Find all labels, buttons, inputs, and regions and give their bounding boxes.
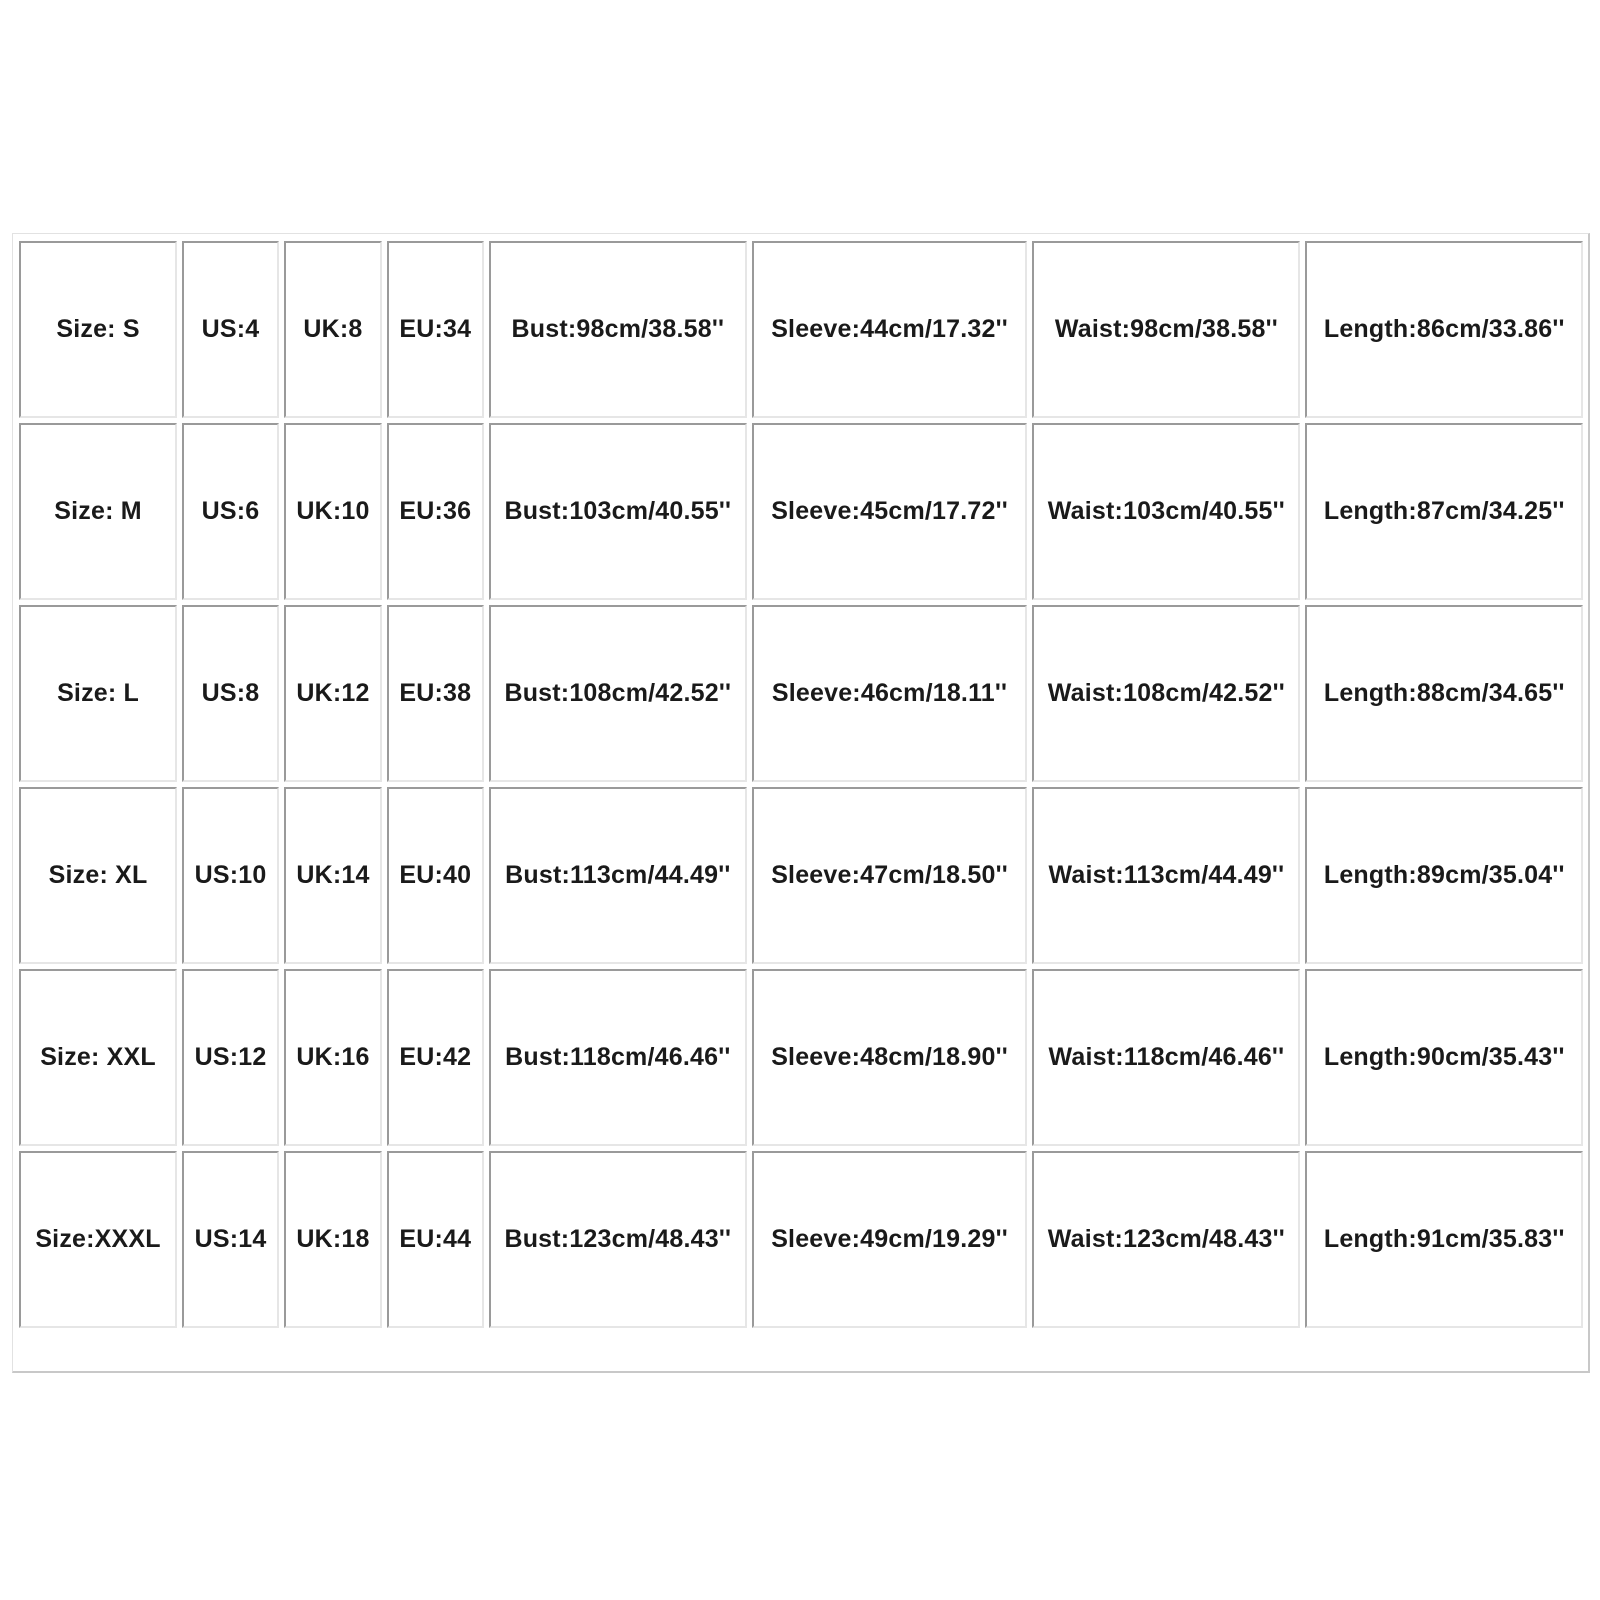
bust-cell: Bust:108cm/42.52''	[489, 605, 747, 782]
eu-size-cell: EU:44	[387, 1151, 484, 1328]
bust-cell: Bust:123cm/48.43''	[489, 1151, 747, 1328]
waist-cell: Waist:108cm/42.52''	[1032, 605, 1300, 782]
us-size-cell: US:12	[182, 969, 279, 1146]
uk-size-cell: UK:8	[284, 241, 382, 418]
eu-size-cell: EU:40	[387, 787, 484, 964]
eu-size-cell: EU:38	[387, 605, 484, 782]
sleeve-cell: Sleeve:45cm/17.72''	[752, 423, 1027, 600]
us-size-cell: US:4	[182, 241, 279, 418]
size-row-xl	[19, 787, 1583, 964]
waist-cell: Waist:113cm/44.49''	[1032, 787, 1300, 964]
size-row-xxl	[19, 969, 1583, 1146]
waist-cell: Waist:98cm/38.58''	[1032, 241, 1300, 418]
sleeve-cell: Sleeve:48cm/18.90''	[752, 969, 1027, 1146]
size-cell: Size:XXXL	[19, 1151, 177, 1328]
size-cell: Size: XXL	[19, 969, 177, 1146]
sleeve-cell: Sleeve:44cm/17.32''	[752, 241, 1027, 418]
size-cell: Size: S	[19, 241, 177, 418]
sleeve-cell: Sleeve:47cm/18.50''	[752, 787, 1027, 964]
length-cell: Length:87cm/34.25''	[1305, 423, 1583, 600]
size-row-m	[19, 423, 1583, 600]
size-cell: Size: M	[19, 423, 177, 600]
eu-size-cell: EU:42	[387, 969, 484, 1146]
size-cell: Size: XL	[19, 787, 177, 964]
bust-cell: Bust:118cm/46.46''	[489, 969, 747, 1146]
us-size-cell: US:8	[182, 605, 279, 782]
waist-cell: Waist:118cm/46.46''	[1032, 969, 1300, 1146]
waist-cell: Waist:103cm/40.55''	[1032, 423, 1300, 600]
bust-cell: Bust:103cm/40.55''	[489, 423, 747, 600]
length-cell: Length:91cm/35.83''	[1305, 1151, 1583, 1328]
us-size-cell: US:10	[182, 787, 279, 964]
uk-size-cell: UK:10	[284, 423, 382, 600]
eu-size-cell: EU:34	[387, 241, 484, 418]
waist-cell: Waist:123cm/48.43''	[1032, 1151, 1300, 1328]
uk-size-cell: UK:16	[284, 969, 382, 1146]
size-cell: Size: L	[19, 605, 177, 782]
length-cell: Length:89cm/35.04''	[1305, 787, 1583, 964]
eu-size-cell: EU:36	[387, 423, 484, 600]
size-row-l	[19, 605, 1583, 782]
uk-size-cell: UK:12	[284, 605, 382, 782]
sleeve-cell: Sleeve:46cm/18.11''	[752, 605, 1027, 782]
sleeve-cell: Sleeve:49cm/19.29''	[752, 1151, 1027, 1328]
uk-size-cell: UK:14	[284, 787, 382, 964]
us-size-cell: US:6	[182, 423, 279, 600]
length-cell: Length:86cm/33.86''	[1305, 241, 1583, 418]
uk-size-cell: UK:18	[284, 1151, 382, 1328]
bust-cell: Bust:113cm/44.49''	[489, 787, 747, 964]
bust-cell: Bust:98cm/38.58''	[489, 241, 747, 418]
size-chart-table	[14, 236, 1588, 1333]
length-cell: Length:88cm/34.65''	[1305, 605, 1583, 782]
size-row-s	[19, 241, 1583, 418]
size-row-xxxl	[19, 1151, 1583, 1328]
us-size-cell: US:14	[182, 1151, 279, 1328]
length-cell: Length:90cm/35.43''	[1305, 969, 1583, 1146]
